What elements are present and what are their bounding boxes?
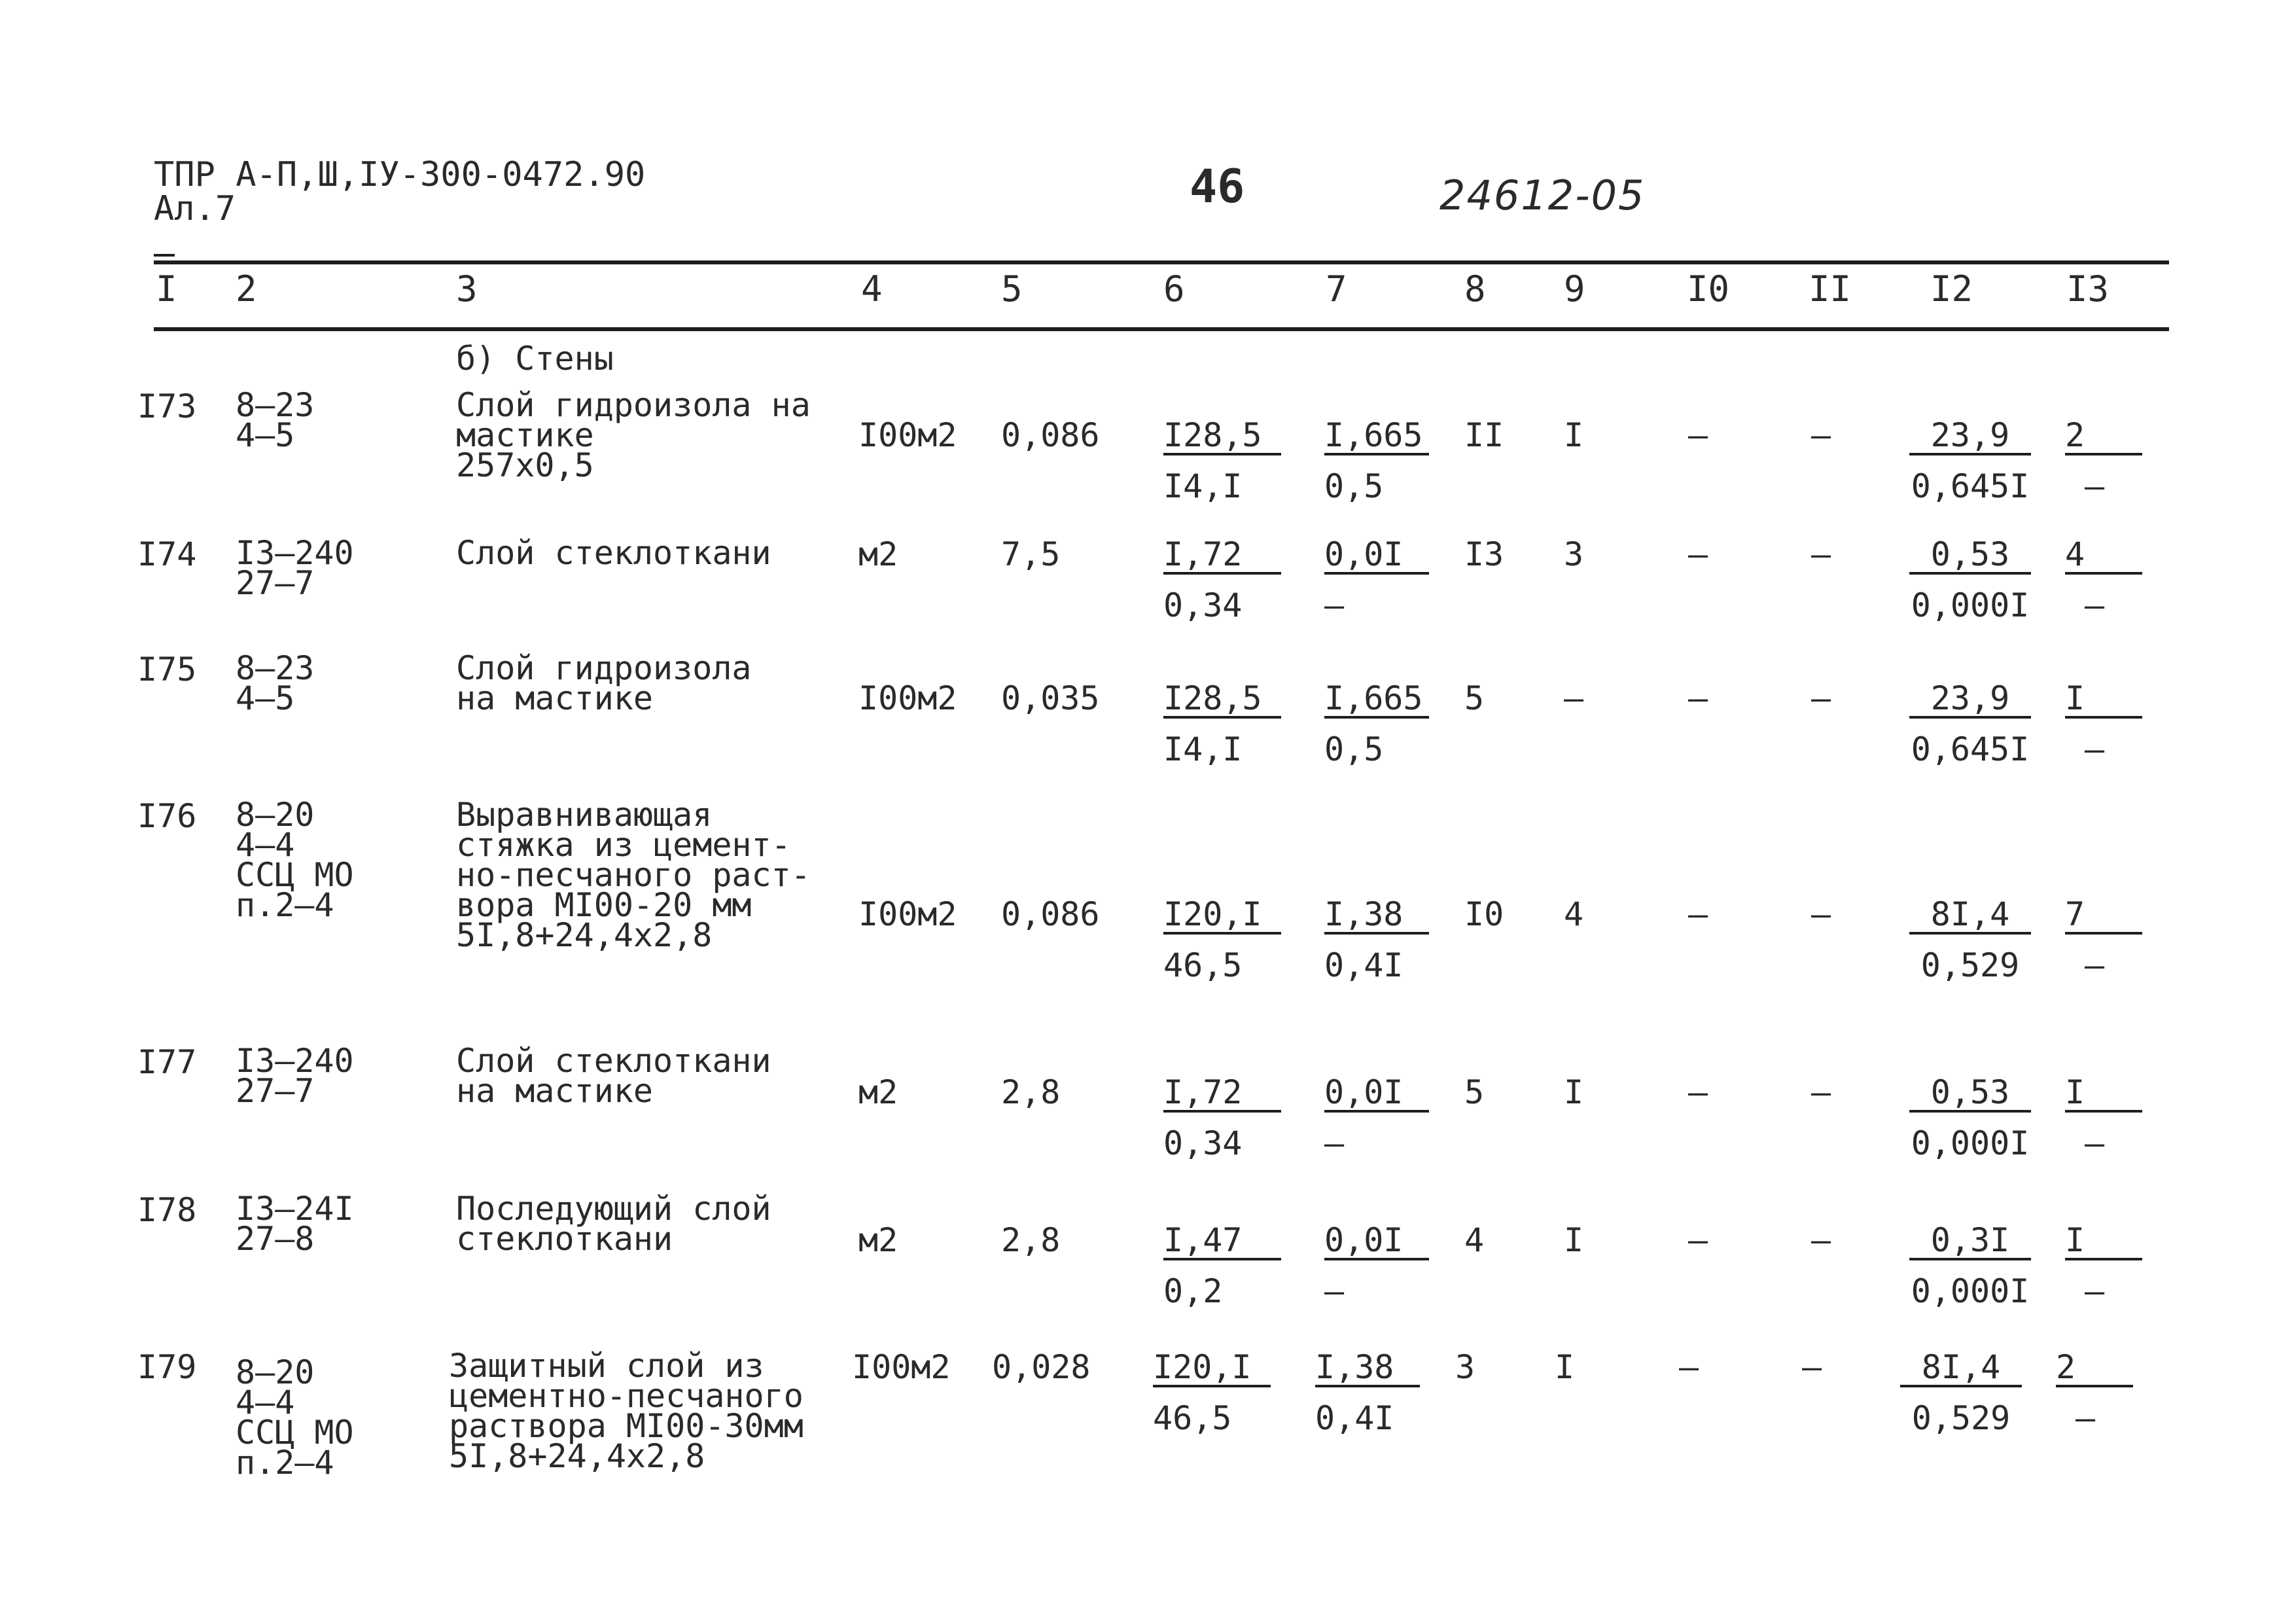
fraction-bottom: – bbox=[2085, 1272, 2105, 1310]
fraction-bottom: – bbox=[2085, 586, 2105, 624]
col-8-value: II bbox=[1464, 416, 1504, 454]
norm-code: 8–20 4–4 ССЦ МО п.2–4 bbox=[236, 1353, 354, 1482]
quantity: 0,086 bbox=[1001, 895, 1100, 933]
fraction-top: 0,3I bbox=[1909, 1224, 2031, 1260]
fraction-top: 2 bbox=[2056, 1351, 2133, 1387]
fraction-bottom: – bbox=[2085, 1124, 2105, 1162]
col-8-value: I0 bbox=[1464, 895, 1504, 933]
fraction-top: 23,9 bbox=[1909, 419, 2031, 455]
fraction-top: 7 bbox=[2065, 898, 2142, 935]
fraction-bottom: 0,34 bbox=[1163, 586, 1243, 624]
work-description: Выравнивающая стяжка из цемент- но-песчаного раст- вора МI00-20 мм 5I,8+24,4х2,8 bbox=[456, 796, 811, 954]
fraction-bottom: 0,529 bbox=[1911, 1399, 2011, 1437]
norm-code: I3–24I 27–8 bbox=[236, 1190, 354, 1258]
fraction-bottom: 0,645I bbox=[1911, 730, 2030, 768]
col-13-fraction bbox=[2065, 895, 2142, 984]
fraction-top: I,665 bbox=[1324, 682, 1429, 719]
work-description: Слой гидроизола на мастике 257х0,5 bbox=[456, 386, 811, 484]
quantity: 2,8 bbox=[1001, 1221, 1061, 1259]
fraction-top: 23,9 bbox=[1909, 682, 2031, 719]
col-13-fraction bbox=[2056, 1348, 2133, 1437]
labor-fraction bbox=[1324, 679, 1429, 768]
norm-code: 8–23 4–5 bbox=[236, 386, 315, 454]
fraction-bottom: – bbox=[2085, 946, 2105, 984]
fraction-bottom: – bbox=[2075, 1399, 2096, 1437]
document-code: ТПР А-П,Ш,IУ-300-0472.90 bbox=[154, 155, 646, 194]
section-title: б) Стены bbox=[456, 340, 614, 378]
col-8-value: 4 bbox=[1464, 1221, 1485, 1259]
col-11-value: – bbox=[1811, 416, 1831, 454]
column-header-7: 7 bbox=[1326, 268, 1347, 310]
cost-fraction bbox=[1163, 416, 1281, 505]
fraction-bottom: – bbox=[1324, 1272, 1345, 1310]
row-number: I73 bbox=[137, 387, 197, 425]
col-11-value: – bbox=[1811, 679, 1831, 717]
col-10-value: – bbox=[1679, 1348, 1699, 1386]
row-number: I76 bbox=[137, 797, 197, 835]
fraction-top: I bbox=[2065, 1224, 2142, 1260]
col-8-value: I3 bbox=[1464, 535, 1504, 573]
norm-code: 8–20 4–4 ССЦ МО п.2–4 bbox=[236, 796, 354, 924]
col-13-fraction bbox=[2065, 416, 2142, 505]
column-header-9: 9 bbox=[1564, 268, 1585, 310]
fraction-bottom: – bbox=[1324, 586, 1345, 624]
column-header-6: 6 bbox=[1163, 268, 1185, 310]
col-9-value: I bbox=[1555, 1348, 1575, 1386]
total-fraction bbox=[1909, 1221, 2031, 1310]
fraction-bottom: 0,000I bbox=[1911, 1124, 2030, 1162]
fraction-bottom: 0,000I bbox=[1911, 1272, 2030, 1310]
row-number: I78 bbox=[137, 1191, 197, 1229]
fraction-bottom: – bbox=[1324, 1124, 1345, 1162]
unit: м2 bbox=[858, 1073, 898, 1111]
unit: I00м2 bbox=[858, 895, 957, 933]
unit: м2 bbox=[858, 1221, 898, 1259]
quantity: 0,035 bbox=[1001, 679, 1100, 717]
total-fraction bbox=[1909, 679, 2031, 768]
fraction-top: I,38 bbox=[1315, 1351, 1420, 1387]
fraction-bottom: 0,5 bbox=[1324, 467, 1384, 505]
fraction-bottom: 0,000I bbox=[1911, 586, 2030, 624]
col-13-fraction bbox=[2065, 1073, 2142, 1162]
labor-fraction bbox=[1324, 1073, 1429, 1162]
header-tick-mark bbox=[154, 254, 175, 257]
page-number: 46 bbox=[1190, 160, 1245, 213]
col-11-value: – bbox=[1811, 1221, 1831, 1259]
column-header-12: I2 bbox=[1930, 268, 1973, 310]
fraction-top: I28,5 bbox=[1163, 419, 1281, 455]
cost-fraction bbox=[1163, 679, 1281, 768]
col-10-value: – bbox=[1688, 1221, 1708, 1259]
col-11-value: – bbox=[1802, 1348, 1822, 1386]
row-number: I74 bbox=[137, 535, 197, 573]
fraction-top: I,72 bbox=[1163, 1076, 1281, 1113]
fraction-bottom: 46,5 bbox=[1163, 946, 1243, 984]
col-8-value: 5 bbox=[1464, 1073, 1485, 1111]
col-11-value: – bbox=[1811, 895, 1831, 933]
column-header-1: I bbox=[156, 268, 177, 310]
col-9-value: I bbox=[1564, 1221, 1584, 1259]
col-13-fraction bbox=[2065, 679, 2142, 768]
table-top-rule bbox=[154, 260, 2169, 264]
col-13-fraction bbox=[2065, 535, 2142, 624]
fraction-top: 8I,4 bbox=[1909, 898, 2031, 935]
fraction-bottom: – bbox=[2085, 730, 2105, 768]
col-9-value: 3 bbox=[1564, 535, 1584, 573]
fraction-top: 0,53 bbox=[1909, 1076, 2031, 1113]
fraction-bottom: 0,4I bbox=[1315, 1399, 1394, 1437]
fraction-top: 0,53 bbox=[1909, 538, 2031, 575]
labor-fraction bbox=[1324, 895, 1429, 984]
unit: м2 bbox=[858, 535, 898, 573]
fraction-top: I20,I bbox=[1153, 1351, 1271, 1387]
norm-code: 8–23 4–5 bbox=[236, 649, 315, 717]
quantity: 7,5 bbox=[1001, 535, 1061, 573]
fraction-top: I bbox=[2065, 682, 2142, 719]
column-header-8: 8 bbox=[1464, 268, 1486, 310]
column-header-2: 2 bbox=[236, 268, 257, 310]
labor-fraction bbox=[1324, 1221, 1429, 1310]
col-9-value: – bbox=[1564, 679, 1584, 717]
fraction-top: 0,0I bbox=[1324, 1076, 1429, 1113]
total-fraction bbox=[1900, 1348, 2022, 1437]
fraction-bottom: 0,645I bbox=[1911, 467, 2030, 505]
fraction-bottom: I4,I bbox=[1163, 467, 1243, 505]
total-fraction bbox=[1909, 416, 2031, 505]
fraction-top: 0,0I bbox=[1324, 1224, 1429, 1260]
fraction-top: I,47 bbox=[1163, 1224, 1281, 1260]
row-number: I77 bbox=[137, 1043, 197, 1081]
fraction-top: 0,0I bbox=[1324, 538, 1429, 575]
cost-fraction bbox=[1163, 1073, 1281, 1162]
unit: I00м2 bbox=[852, 1348, 951, 1386]
work-description: Последующий слой стеклоткани bbox=[456, 1190, 771, 1258]
fraction-top: I,38 bbox=[1324, 898, 1429, 935]
col-10-value: – bbox=[1688, 535, 1708, 573]
cost-fraction bbox=[1163, 535, 1281, 624]
fraction-top: I20,I bbox=[1163, 898, 1281, 935]
column-header-3: 3 bbox=[456, 268, 478, 310]
col-13-fraction bbox=[2065, 1221, 2142, 1310]
cost-fraction bbox=[1153, 1348, 1271, 1437]
fraction-top: I,665 bbox=[1324, 419, 1429, 455]
column-header-5: 5 bbox=[1001, 268, 1023, 310]
norm-code: I3–240 27–7 bbox=[236, 1042, 354, 1110]
col-9-value: I bbox=[1564, 1073, 1584, 1111]
column-header-11: II bbox=[1809, 268, 1852, 310]
quantity: 0,086 bbox=[1001, 416, 1100, 454]
total-fraction bbox=[1909, 535, 2031, 624]
column-header-4: 4 bbox=[861, 268, 883, 310]
fraction-top: 8I,4 bbox=[1900, 1351, 2022, 1387]
work-description: Слой стеклоткани на мастике bbox=[456, 1042, 771, 1110]
col-10-value: – bbox=[1688, 679, 1708, 717]
col-10-value: – bbox=[1688, 416, 1708, 454]
fraction-bottom: I4,I bbox=[1163, 730, 1243, 768]
fraction-bottom: 0,34 bbox=[1163, 1124, 1243, 1162]
fraction-bottom: 0,4I bbox=[1324, 946, 1404, 984]
unit: I00м2 bbox=[858, 416, 957, 454]
fraction-top: I28,5 bbox=[1163, 682, 1281, 719]
fraction-bottom: 0,2 bbox=[1163, 1272, 1223, 1310]
row-number: I75 bbox=[137, 651, 197, 688]
work-description: Защитный слой из цементно-песчаного раствора МI00-30мм 5I,8+24,4х2,8 bbox=[449, 1347, 804, 1475]
fraction-top: 4 bbox=[2065, 538, 2142, 575]
fraction-bottom: 0,529 bbox=[1920, 946, 2020, 984]
fraction-bottom: 46,5 bbox=[1153, 1399, 1232, 1437]
work-description: Слой гидроизола на мастике bbox=[456, 649, 752, 717]
column-header-13: I3 bbox=[2066, 268, 2110, 310]
total-fraction bbox=[1909, 1073, 2031, 1162]
labor-fraction bbox=[1324, 535, 1429, 624]
fraction-top: I bbox=[2065, 1076, 2142, 1113]
norm-code: I3–240 27–7 bbox=[236, 534, 354, 602]
labor-fraction bbox=[1315, 1348, 1420, 1437]
col-9-value: 4 bbox=[1564, 895, 1584, 933]
col-11-value: – bbox=[1811, 535, 1831, 573]
col-8-value: 3 bbox=[1455, 1348, 1475, 1386]
quantity: 2,8 bbox=[1001, 1073, 1061, 1111]
col-9-value: I bbox=[1564, 416, 1584, 454]
cost-fraction bbox=[1163, 895, 1281, 984]
labor-fraction bbox=[1324, 416, 1429, 505]
fraction-top: I,72 bbox=[1163, 538, 1281, 575]
fraction-bottom: 0,5 bbox=[1324, 730, 1384, 768]
document-sheet: Ал.7 bbox=[154, 189, 236, 228]
col-8-value: 5 bbox=[1464, 679, 1485, 717]
row-number: I79 bbox=[137, 1348, 197, 1386]
col-10-value: – bbox=[1688, 1073, 1708, 1111]
work-description: Слой стеклоткани bbox=[456, 534, 771, 572]
archive-number: 24612-05 bbox=[1439, 171, 1646, 219]
fraction-top: 2 bbox=[2065, 419, 2142, 455]
col-11-value: – bbox=[1811, 1073, 1831, 1111]
fraction-bottom: – bbox=[2085, 467, 2105, 505]
unit: I00м2 bbox=[858, 679, 957, 717]
quantity: 0,028 bbox=[992, 1348, 1091, 1386]
column-header-10: I0 bbox=[1687, 268, 1730, 310]
total-fraction bbox=[1909, 895, 2031, 984]
table-header-bottom-rule bbox=[154, 327, 2169, 331]
col-10-value: – bbox=[1688, 895, 1708, 933]
cost-fraction bbox=[1163, 1221, 1281, 1310]
